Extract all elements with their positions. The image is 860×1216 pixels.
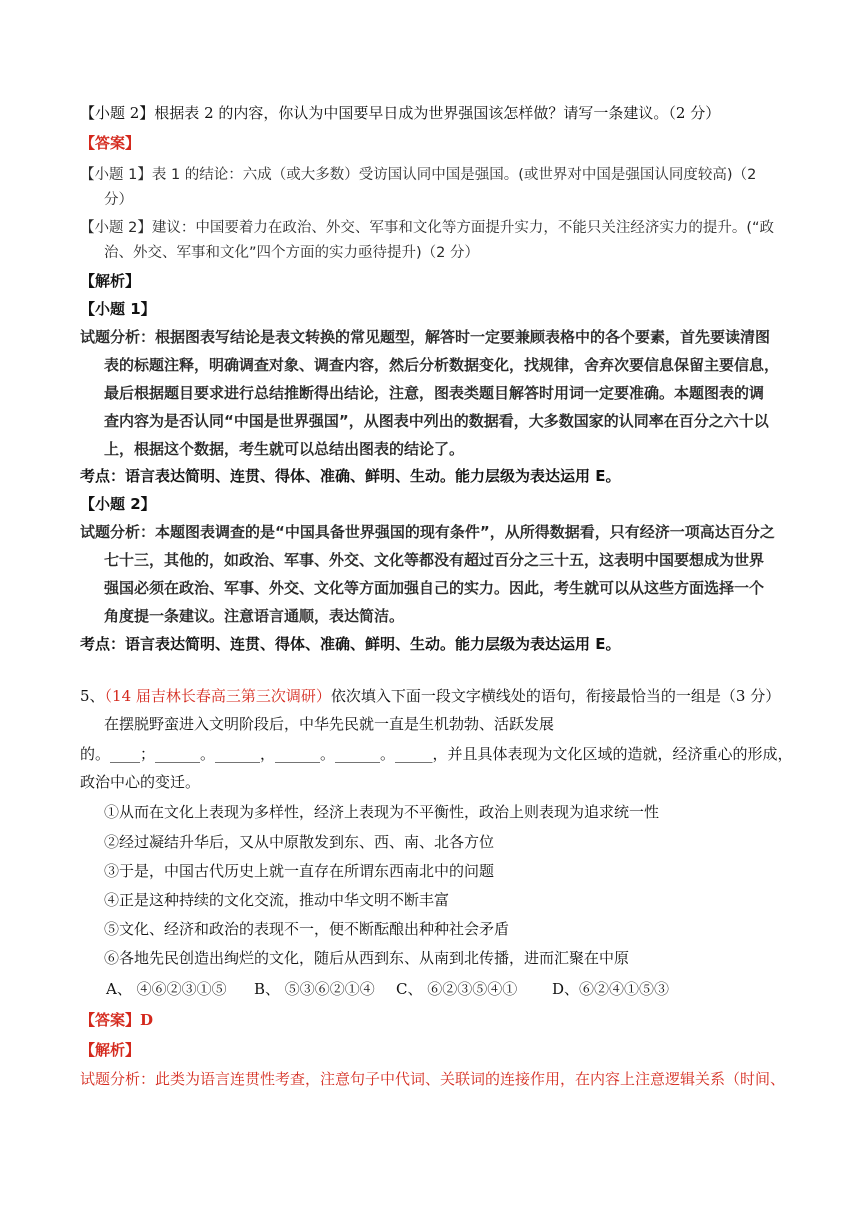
analysis-sub1-line: 上，根据这个数据，考生就可以总结出图表的结论了。: [104, 440, 465, 458]
choice-b: B、 ⑤③⑥②①④: [254, 980, 375, 998]
answer-5-tag: 【答案】: [80, 1011, 141, 1029]
question-5-passage-line1: 在摆脱野蛮进入文明阶段后，中华先民就一直是生机勃勃、活跃发展: [104, 715, 555, 733]
analysis-5-line: 试题分析：此类为语言连贯性考查，注意句子中代词、关联词的连接作用，在内容上注意逻辑关系（时间、: [80, 1070, 786, 1088]
question-5-number: 5、: [80, 687, 105, 705]
analysis-sub1-line: 查内容为是否认同“中国是世界强国”，从图表中列出的数据看，大多数国家的认同率在百分之六十以: [104, 412, 769, 430]
analysis-sub2-line: 角度提一条建议。注意语言通顺，表达简洁。: [104, 607, 405, 625]
analysis-sub2-tag: 【小题 2】: [80, 495, 156, 513]
option-item: ③于是，中国古代历史上就一直存在所谓东西南北中的问题: [104, 862, 495, 880]
option-item: ④正是这种持续的文化交流，推动中华文明不断丰富: [104, 891, 450, 909]
answer-tag: 【答案】: [80, 134, 141, 152]
option-item: ①从而在文化上表现为多样性，经济上表现为不平衡性，政治上则表现为追求统一性: [104, 803, 660, 821]
question-5-stem: 依次填入下面一段文字横线处的语句，衔接最恰当的一组是（3 分）: [330, 687, 781, 705]
answer-sub2-line2: 治、外交、军事和文化”四个方面的实力亟待提升)（2 分）: [104, 245, 480, 261]
choice-c: C、 ⑥②③⑤④①: [396, 980, 518, 998]
analysis-sub1-line: 表的标题注释，明确调查对象、调查内容，然后分析数据变化，找规律，舍弃次要信息保留主要信息，: [104, 356, 780, 374]
analysis-sub1-line: 试题分析：根据图表写结论是表文转换的常见题型，解答时一定要兼顾表格中的各个要素，首先要读清图: [80, 328, 771, 346]
option-item: ⑥各地先民创造出绚烂的文化，随后从西到东、从南到北传播，进而汇聚在中原: [104, 949, 630, 967]
answer-sub1-line1: 【小题 1】表 1 的结论：六成（或大多数）受访国认同中国是强国。(或世界对中国是强国认同度较高)（2: [80, 167, 757, 183]
answer-sub2-line1: 【小题 2】建议：中国要着力在政治、外交、军事和文化等方面提升实力，不能只关注经济实力的提升。(“政: [80, 220, 774, 236]
analysis-sub2-line: 七十三，其他的，如政治、军事、外交、文化等都没有超过百分之三十五，这表明中国要想成为世界: [104, 551, 765, 569]
question-5-passage-line3: 政治中心的变迁。: [80, 773, 201, 791]
choice-d: D、⑥②④①⑤③: [552, 980, 670, 998]
answer-5: [80, 1010, 153, 1030]
analysis-sub1-line: 最后根据题目要求进行总结推断得出结论，注意，图表类题目解答时用词一定要准确。本题图表的调: [104, 384, 765, 402]
option-item: ②经过凝结升华后，又从中原散发到东、西、南、北各方位: [104, 833, 495, 851]
question-5-source: （14 届吉林长春高三第三次调研）: [104, 687, 331, 705]
analysis-tag: 【解析】: [80, 272, 141, 290]
answer-5-value: D: [140, 1011, 154, 1029]
answer-sub1-line2: 分）: [104, 192, 133, 208]
analysis-sub2-line: 试题分析：本题图表调查的是“中国具备世界强国的现有条件”，从所得数据看，只有经济一项高达百分之: [80, 523, 775, 541]
choice-a: A、 ④⑥②③①⑤: [106, 980, 227, 998]
question-2-prompt: 【小题 2】根据表 2 的内容，你认为中国要早日成为世界强国该怎样做？请写一条建议。（2 分）: [80, 104, 721, 122]
option-item: ⑤文化、经济和政治的表现不一，便不断酝酿出种种社会矛盾: [104, 920, 510, 938]
kaodian-2: 考点：语言表达简明、连贯、得体、准确、鲜明、生动。能力层级为表达运用 E。: [80, 635, 621, 653]
analysis-sub2-line: 强国必须在政治、军事、外交、文化等方面加强自己的实力。因此，考生就可以从这些方面选择一个: [104, 579, 765, 597]
question-5-header: [80, 686, 780, 706]
analysis-5-tag: 【解析】: [80, 1041, 141, 1059]
kaodian-1: 考点：语言表达简明、连贯、得体、准确、鲜明、生动。能力层级为表达运用 E。: [80, 467, 621, 485]
analysis-sub1-tag: 【小题 1】: [80, 300, 156, 318]
question-5-passage-line2: 的。____；______。______，______。______。_____，并且具体表现为文化区域的造就，经济重心的形成，: [80, 745, 793, 763]
